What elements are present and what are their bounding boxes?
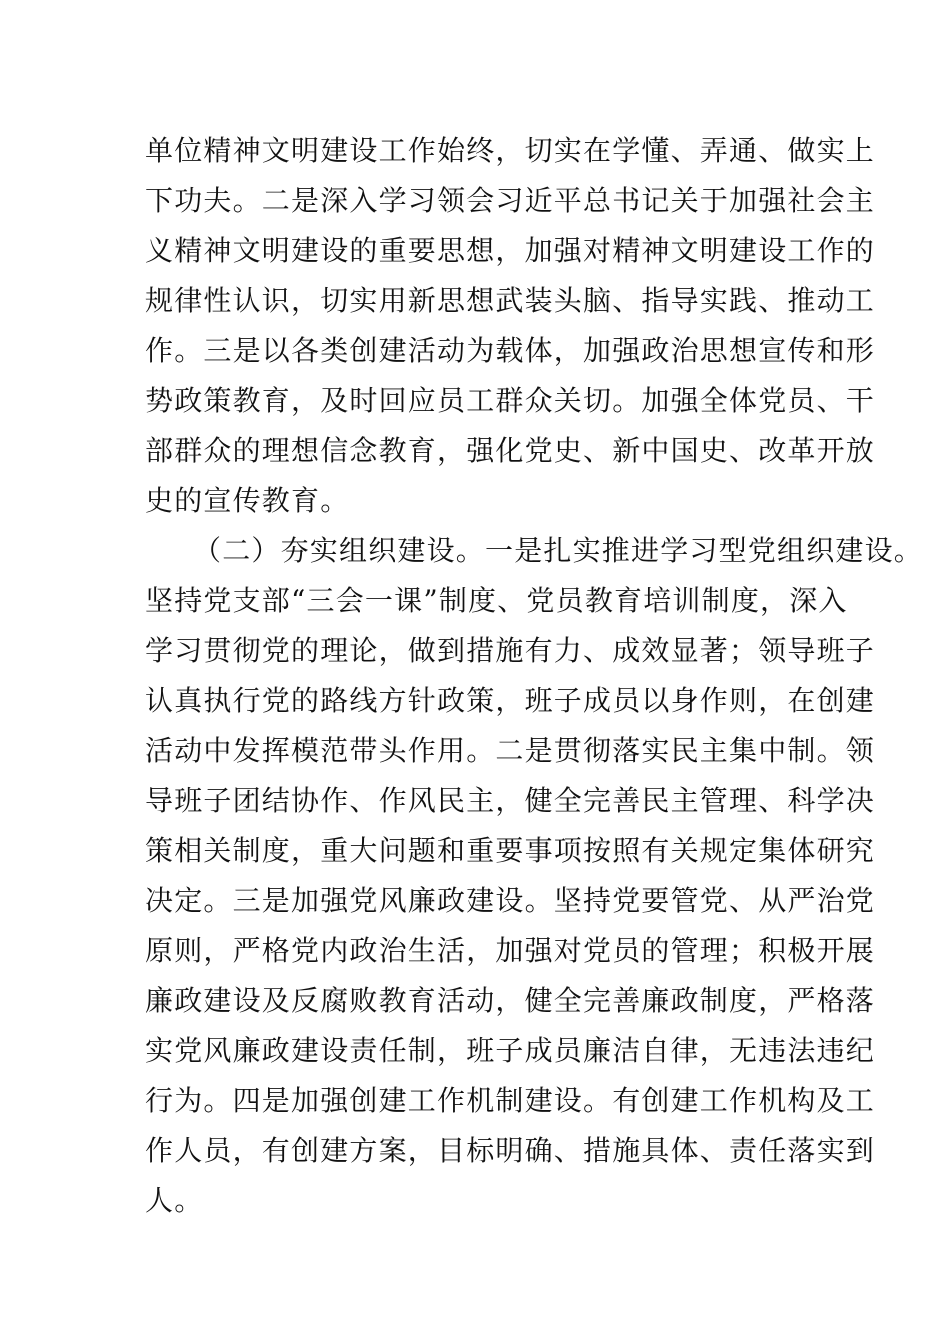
text-line: 坚持党支部“三会一课”制度、党员教育培训制度，深入 (145, 584, 848, 617)
text-line: 作人员，有创建方案，目标明确、措施具体、责任落实到 (145, 1134, 876, 1167)
text-line: 行为。四是加强创建工作机制建设。有创建工作机构及工 (145, 1084, 876, 1117)
text-line: 活动中发挥模范带头作用。二是贯彻落实民主集中制。领 (145, 734, 876, 767)
text-line: 导班子团结协作、作风民主，健全完善民主管理、科学决 (145, 784, 876, 817)
text-line: 单位精神文明建设工作始终，切实在学懂、弄通、做实上 (145, 134, 876, 167)
text-line: 策相关制度，重大问题和重要事项按照有关规定集体研究 (145, 834, 876, 867)
text-line: 史的宣传教育。 (145, 484, 350, 517)
text-line: 决定。三是加强党风廉政建设。坚持党要管党、从严治党 (145, 884, 876, 917)
text-line: 部群众的理想信念教育，强化党史、新中国史、改革开放 (145, 434, 876, 467)
text-line: 规律性认识，切实用新思想武装头脑、指导实践、推动工 (145, 284, 876, 317)
text-line: 原则，严格党内政治生活，加强对党员的管理；积极开展 (145, 934, 876, 967)
text-line: 认真执行党的路线方针政策，班子成员以身作则，在创建 (145, 684, 876, 717)
text-line: 人。 (145, 1184, 204, 1217)
text-line: 下功夫。二是深入学习领会习近平总书记关于加强社会主 (145, 184, 876, 217)
text-line: 学习贯彻党的理论，做到措施有力、成效显著；领导班子 (145, 634, 876, 667)
text-line: 势政策教育，及时回应员工群众关切。加强全体党员、干 (145, 384, 876, 417)
text-line: 作。三是以各类创建活动为载体，加强政治思想宣传和形 (145, 334, 876, 367)
section-heading-line: （二）夯实组织建设。一是扎实推进学习型党组织建设。 (193, 534, 924, 567)
text-line: 义精神文明建设的重要思想，加强对精神文明建设工作的 (145, 234, 876, 267)
text-line: 实党风廉政建设责任制，班子成员廉洁自律，无违法违纪 (145, 1034, 876, 1067)
text-line: 廉政建设及反腐败教育活动，健全完善廉政制度，严格落 (145, 984, 876, 1017)
